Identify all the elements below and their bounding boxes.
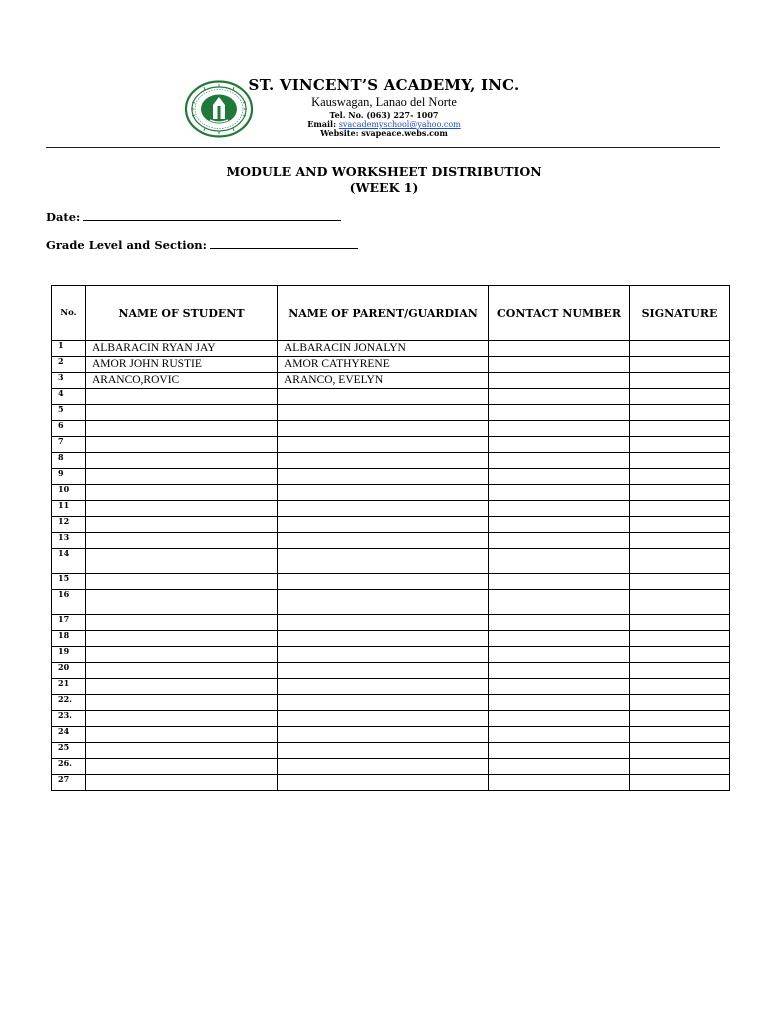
row-number: 26.	[52, 759, 86, 775]
parent-name-cell[interactable]	[278, 679, 489, 695]
parent-name-cell[interactable]: AMOR CATHYRENE	[278, 357, 489, 373]
row-number: 5	[52, 405, 86, 421]
student-name-cell[interactable]	[86, 711, 278, 727]
contact-number-cell[interactable]	[489, 711, 630, 727]
student-name-cell[interactable]	[86, 549, 278, 574]
parent-name-cell[interactable]	[278, 517, 489, 533]
contact-number-cell[interactable]	[489, 405, 630, 421]
row-number: 27	[52, 775, 86, 791]
date-blank-line[interactable]	[83, 209, 341, 221]
table-row	[52, 711, 730, 727]
row-number: 19	[52, 647, 86, 663]
grade-section-field	[46, 237, 358, 252]
table-row	[52, 389, 730, 405]
parent-name-cell[interactable]	[278, 711, 489, 727]
student-name-cell[interactable]	[86, 485, 278, 501]
student-name-cell[interactable]	[86, 405, 278, 421]
student-name-cell[interactable]: AMOR JOHN RUSTIE	[86, 357, 278, 373]
row-number: 6	[52, 421, 86, 437]
student-name-cell[interactable]	[86, 695, 278, 711]
table-row	[52, 421, 730, 437]
student-name-cell[interactable]	[86, 647, 278, 663]
table-row	[52, 405, 730, 421]
contact-number-cell[interactable]	[489, 421, 630, 437]
contact-number-cell[interactable]	[489, 574, 630, 590]
parent-name-cell[interactable]	[278, 421, 489, 437]
contact-number-cell[interactable]	[489, 453, 630, 469]
student-name-cell[interactable]	[86, 421, 278, 437]
header-divider	[46, 147, 720, 148]
parent-name-cell[interactable]	[278, 631, 489, 647]
parent-name-cell[interactable]	[278, 485, 489, 501]
signature-cell[interactable]	[630, 615, 730, 631]
parent-name-cell[interactable]	[278, 727, 489, 743]
table-row	[52, 469, 730, 485]
document-title: MODULE AND WORKSHEET DISTRIBUTION	[226, 164, 542, 179]
parent-name-cell[interactable]: ARANCO, EVELYN	[278, 373, 489, 389]
row-number: 21	[52, 679, 86, 695]
signature-cell[interactable]	[630, 485, 730, 501]
date-label: Date:	[46, 210, 81, 224]
row-number: 12	[52, 517, 86, 533]
contact-number-cell[interactable]	[489, 373, 630, 389]
student-name-cell[interactable]	[86, 679, 278, 695]
signature-cell[interactable]	[630, 711, 730, 727]
table-row	[52, 357, 730, 373]
signature-cell[interactable]	[630, 373, 730, 389]
signature-cell[interactable]	[630, 549, 730, 574]
signature-cell[interactable]	[630, 695, 730, 711]
signature-cell[interactable]	[630, 421, 730, 437]
contact-number-cell[interactable]	[489, 533, 630, 549]
signature-cell[interactable]	[630, 727, 730, 743]
table-row	[52, 341, 730, 357]
table-row	[52, 695, 730, 711]
signature-cell[interactable]	[630, 341, 730, 357]
row-number: 17	[52, 615, 86, 631]
school-address: Kauswagan, Lanao del Norte	[311, 95, 457, 109]
row-number: 4	[52, 389, 86, 405]
column-header-contact: CONTACT NUMBER	[489, 286, 630, 341]
row-number: 8	[52, 453, 86, 469]
signature-cell[interactable]	[630, 469, 730, 485]
table-row	[52, 501, 730, 517]
signature-cell[interactable]	[630, 663, 730, 679]
parent-name-cell[interactable]	[278, 389, 489, 405]
contact-number-cell[interactable]	[489, 743, 630, 759]
contact-number-cell[interactable]	[489, 663, 630, 679]
table-row	[52, 590, 730, 615]
student-name-cell[interactable]	[86, 775, 278, 791]
signature-cell[interactable]	[630, 759, 730, 775]
row-number: 3	[52, 373, 86, 389]
contact-number-cell[interactable]	[489, 727, 630, 743]
parent-name-cell[interactable]	[278, 647, 489, 663]
signature-cell[interactable]	[630, 517, 730, 533]
signature-cell[interactable]	[630, 437, 730, 453]
row-number: 23.	[52, 711, 86, 727]
row-number: 24	[52, 727, 86, 743]
date-field	[46, 209, 341, 224]
table-row	[52, 373, 730, 389]
parent-name-cell[interactable]	[278, 590, 489, 615]
contact-number-cell[interactable]	[489, 590, 630, 615]
parent-name-cell[interactable]	[278, 405, 489, 421]
contact-number-cell[interactable]	[489, 549, 630, 574]
row-number: 9	[52, 469, 86, 485]
parent-name-cell[interactable]	[278, 437, 489, 453]
signature-cell[interactable]	[630, 590, 730, 615]
table-row	[52, 759, 730, 775]
contact-number-cell[interactable]	[489, 631, 630, 647]
parent-name-cell[interactable]	[278, 549, 489, 574]
parent-name-cell[interactable]	[278, 453, 489, 469]
student-name-cell[interactable]	[86, 574, 278, 590]
row-number: 20	[52, 663, 86, 679]
school-website: Website: svapeace.webs.com	[320, 128, 448, 138]
signature-cell[interactable]	[630, 501, 730, 517]
contact-number-cell[interactable]	[489, 341, 630, 357]
student-name-cell[interactable]	[86, 631, 278, 647]
email-label: Email:	[307, 119, 337, 129]
contact-number-cell[interactable]	[489, 517, 630, 533]
student-name-cell[interactable]: ALBARACIN RYAN JAY	[86, 341, 278, 357]
column-header-signature: SIGNATURE	[630, 286, 730, 341]
row-number: 18	[52, 631, 86, 647]
table-row	[52, 437, 730, 453]
table-row	[52, 574, 730, 590]
student-name-cell[interactable]	[86, 389, 278, 405]
signature-cell[interactable]	[630, 533, 730, 549]
contact-number-cell[interactable]	[489, 615, 630, 631]
table-row	[52, 533, 730, 549]
student-name-cell[interactable]	[86, 501, 278, 517]
parent-name-cell[interactable]	[278, 501, 489, 517]
signature-cell[interactable]	[630, 775, 730, 791]
row-number: 14	[52, 549, 86, 574]
row-number: 10	[52, 485, 86, 501]
contact-number-cell[interactable]	[489, 695, 630, 711]
student-name-cell[interactable]	[86, 533, 278, 549]
table-row	[52, 631, 730, 647]
table-row	[52, 647, 730, 663]
parent-name-cell[interactable]	[278, 695, 489, 711]
parent-name-cell[interactable]	[278, 775, 489, 791]
signature-cell[interactable]	[630, 357, 730, 373]
signature-cell[interactable]	[630, 631, 730, 647]
parent-name-cell[interactable]	[278, 663, 489, 679]
document-subtitle-week: (WEEK 1)	[349, 180, 419, 195]
table-row	[52, 615, 730, 631]
student-name-cell[interactable]	[86, 743, 278, 759]
contact-number-cell[interactable]	[489, 501, 630, 517]
signature-cell[interactable]	[630, 389, 730, 405]
distribution-table	[51, 285, 730, 791]
parent-name-cell[interactable]: ALBARACIN JONALYN	[278, 341, 489, 357]
signature-cell[interactable]	[630, 647, 730, 663]
row-number: 1	[52, 341, 86, 357]
parent-name-cell[interactable]	[278, 743, 489, 759]
student-name-cell[interactable]	[86, 615, 278, 631]
signature-cell[interactable]	[630, 574, 730, 590]
table-row	[52, 775, 730, 791]
parent-name-cell[interactable]	[278, 469, 489, 485]
signature-cell[interactable]	[630, 453, 730, 469]
student-name-cell[interactable]	[86, 727, 278, 743]
table-header-row	[52, 286, 730, 341]
contact-number-cell[interactable]	[489, 389, 630, 405]
table-row	[52, 485, 730, 501]
row-number: 7	[52, 437, 86, 453]
signature-cell[interactable]	[630, 743, 730, 759]
student-name-cell[interactable]	[86, 437, 278, 453]
table-row	[52, 727, 730, 743]
contact-number-cell[interactable]	[489, 485, 630, 501]
table-row	[52, 743, 730, 759]
table-row	[52, 663, 730, 679]
parent-name-cell[interactable]	[278, 615, 489, 631]
table-body	[52, 341, 730, 791]
student-name-cell[interactable]	[86, 517, 278, 533]
table-row	[52, 679, 730, 695]
contact-number-cell[interactable]	[489, 759, 630, 775]
school-name: ST. VINCENT’S ACADEMY, INC.	[248, 76, 520, 94]
row-number: 22.	[52, 695, 86, 711]
student-name-cell[interactable]	[86, 663, 278, 679]
student-name-cell[interactable]	[86, 590, 278, 615]
contact-number-cell[interactable]	[489, 469, 630, 485]
student-name-cell[interactable]	[86, 453, 278, 469]
signature-cell[interactable]	[630, 405, 730, 421]
contact-number-cell[interactable]	[489, 437, 630, 453]
parent-name-cell[interactable]	[278, 759, 489, 775]
table-row	[52, 453, 730, 469]
table-row	[52, 549, 730, 574]
row-number: 2	[52, 357, 86, 373]
row-number: 25	[52, 743, 86, 759]
row-number: 16	[52, 590, 86, 615]
signature-cell[interactable]	[630, 679, 730, 695]
parent-name-cell[interactable]	[278, 574, 489, 590]
parent-name-cell[interactable]	[278, 533, 489, 549]
email-link[interactable]: svacademyschool@yahoo.com	[338, 120, 461, 129]
school-telephone: Tel. No. (063) 227- 1007	[329, 110, 439, 120]
student-name-cell[interactable]	[86, 759, 278, 775]
table-row	[52, 517, 730, 533]
column-header-student: NAME OF STUDENT	[86, 286, 278, 341]
contact-number-cell[interactable]	[489, 647, 630, 663]
student-name-cell[interactable]: ARANCO,ROVIC	[86, 373, 278, 389]
column-header-no: No.	[52, 286, 86, 341]
column-header-parent: NAME OF PARENT/GUARDIAN	[278, 286, 489, 341]
row-number: 11	[52, 501, 86, 517]
row-number: 15	[52, 574, 86, 590]
student-name-cell[interactable]	[86, 469, 278, 485]
row-number: 13	[52, 533, 86, 549]
grade-section-blank-line[interactable]	[210, 237, 358, 249]
contact-number-cell[interactable]	[489, 357, 630, 373]
grade-section-label: Grade Level and Section:	[46, 238, 207, 252]
contact-number-cell[interactable]	[489, 775, 630, 791]
contact-number-cell[interactable]	[489, 679, 630, 695]
